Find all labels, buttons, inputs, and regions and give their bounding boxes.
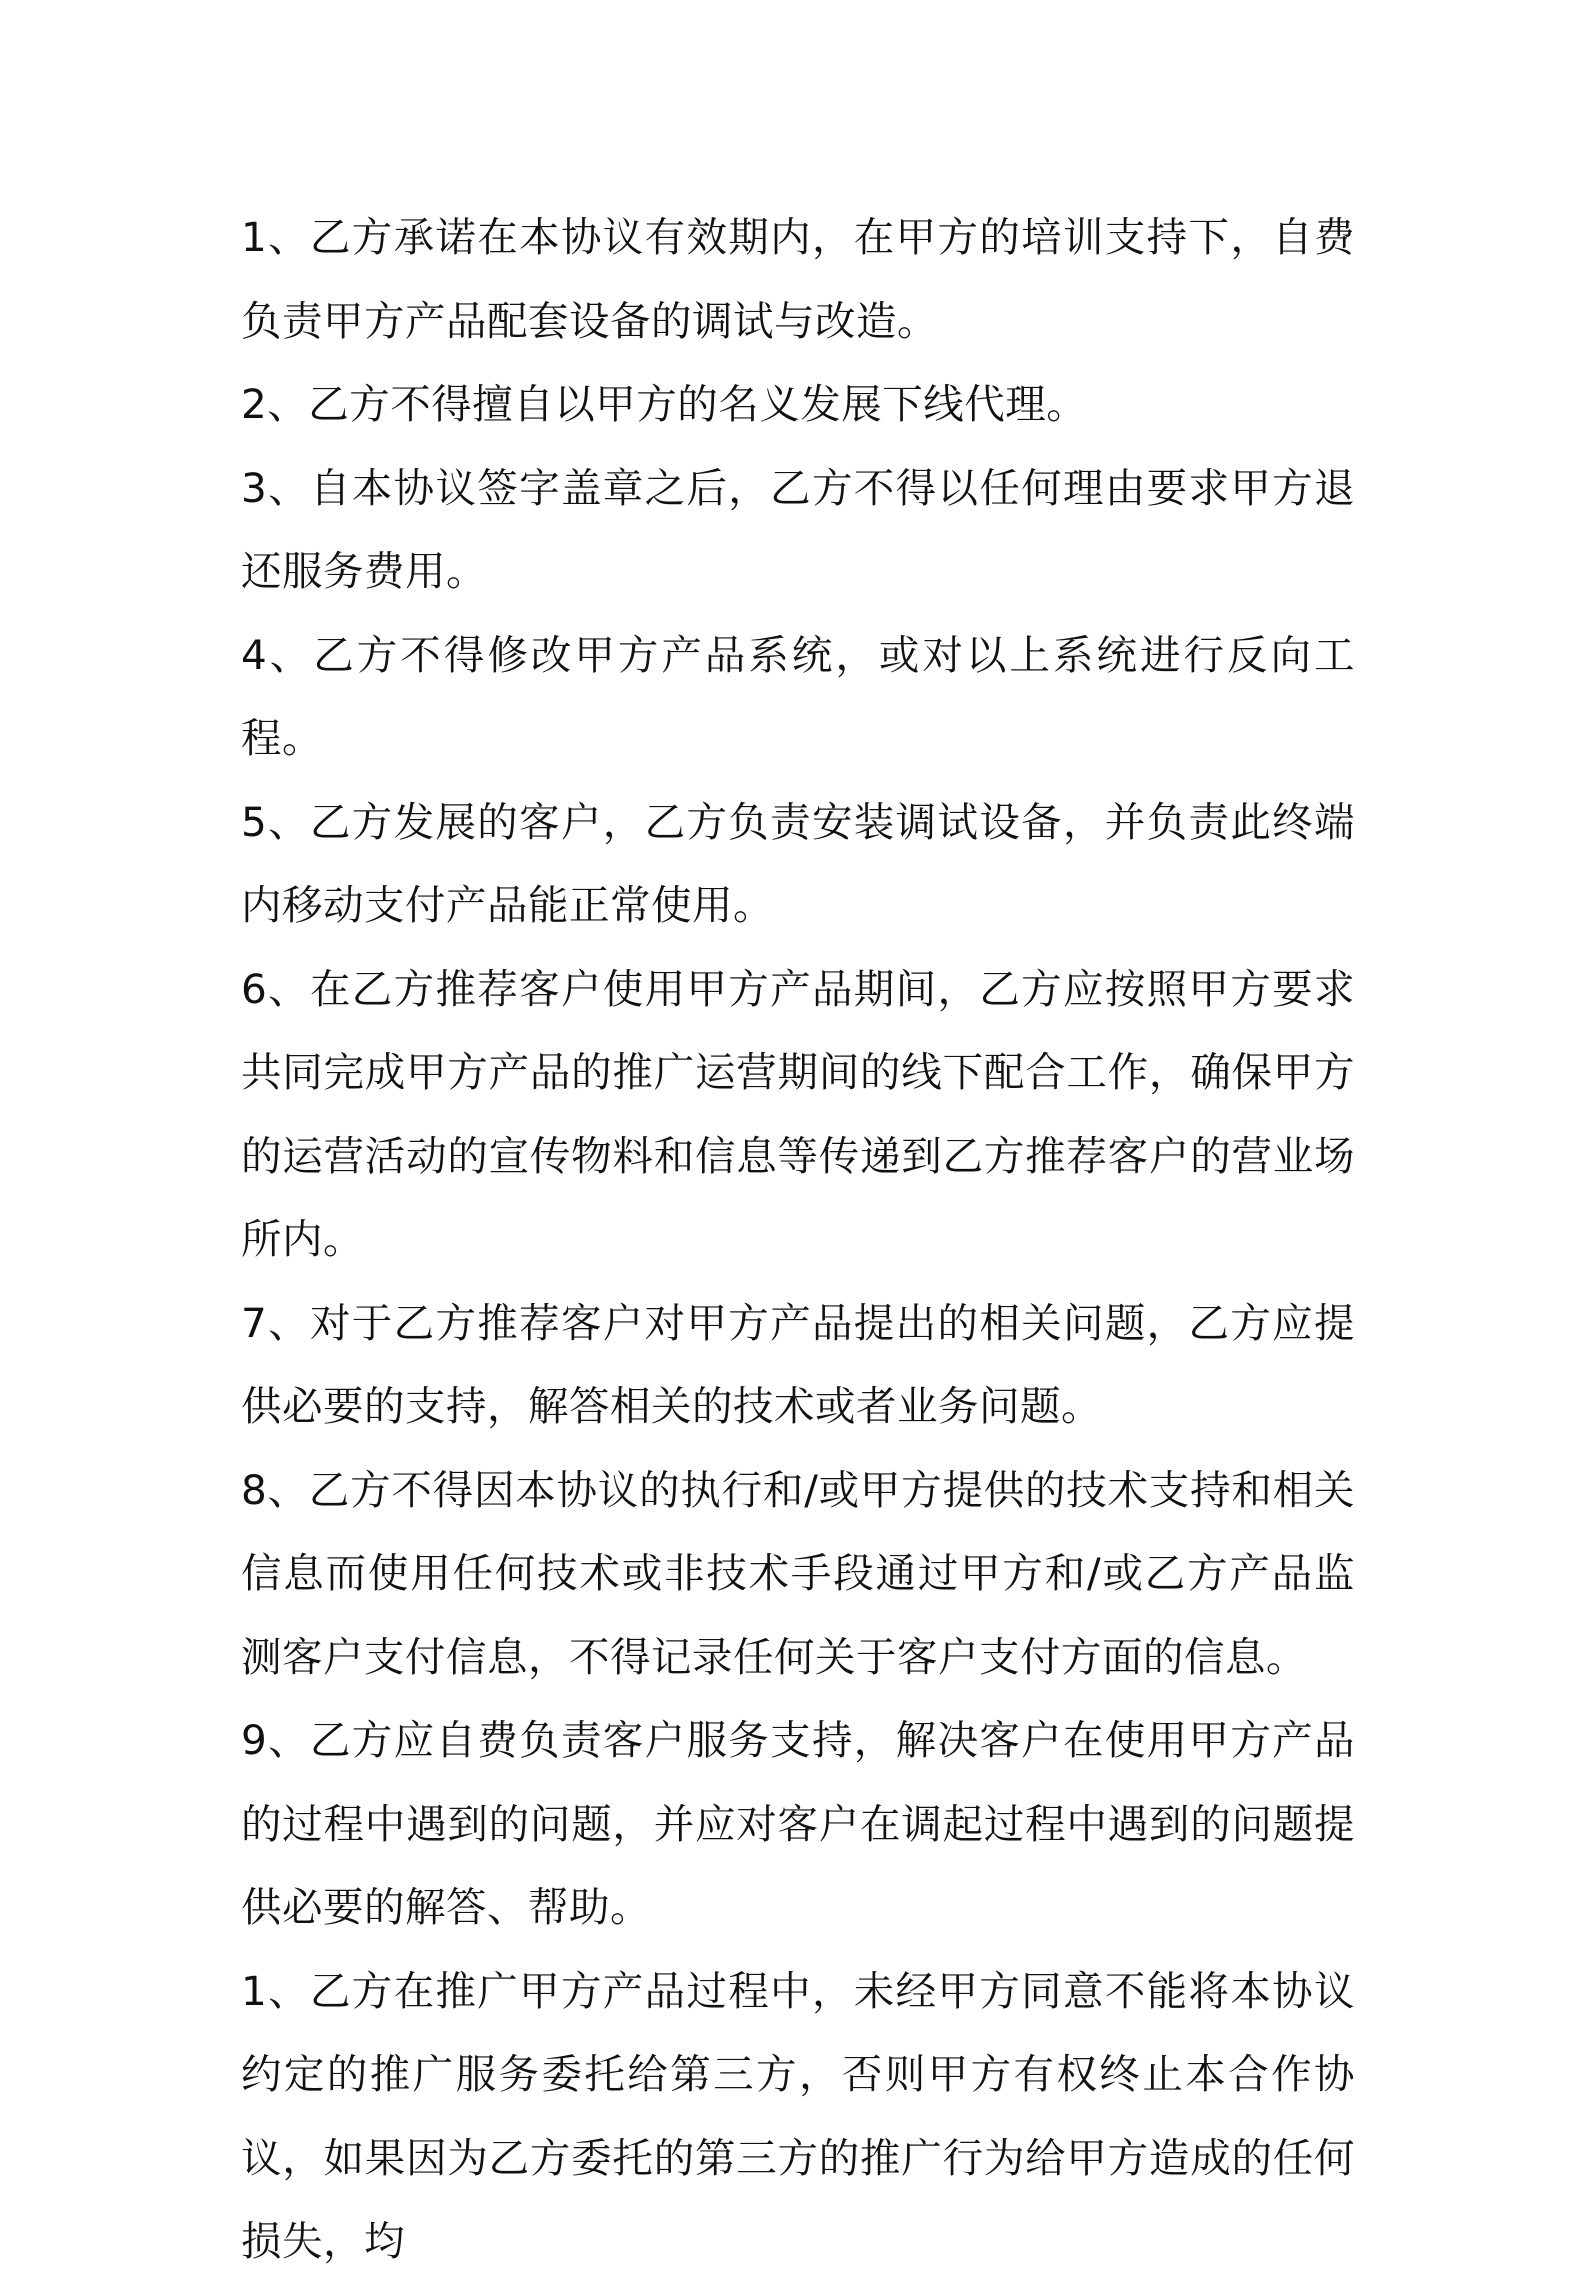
clause-3: 3、自本协议签字盖章之后，乙方不得以任何理由要求甲方退还服务费用。 (241, 463, 1355, 595)
clause-7: 7、对于乙方推荐客户对甲方产品提出的相关问题，乙方应提供必要的支持，解答相关的技术或者业务问题。 (241, 1298, 1355, 1430)
clause-9: 9、乙方应自费负责客户服务支持，解决客户在使用甲方产品的过程中遇到的问题，并应对客户在调起过程中遇到的问题提供必要的解答、帮助。 (241, 1716, 1355, 1931)
clause-1: 1、乙方承诺在本协议有效期内，在甲方的培训支持下，自费负责甲方产品配套设备的调试与改造。 (241, 213, 1355, 345)
clause-8: 8、乙方不得因本协议的执行和/或甲方提供的技术支持和相关信息而使用任何技术或非技术手段通过甲方和/或乙方产品监测客户支付信息，不得记录任何关于客户支付方面的信息。 (241, 1465, 1355, 1681)
clause-4: 4、乙方不得修改甲方产品系统，或对以上系统进行反向工程。 (241, 630, 1355, 762)
clause-2: 2、乙方不得擅自以甲方的名义发展下线代理。 (241, 380, 1088, 428)
clause-5: 5、乙方发展的客户，乙方负责安装调试设备，并负责此终端内移动支付产品能正常使用。 (241, 797, 1355, 929)
clause-6: 6、在乙方推荐客户使用甲方产品期间，乙方应按照甲方要求共同完成甲方产品的推广运营期间的线下配合工作，确保甲方的运营活动的宣传物料和信息等传递到乙方推荐客户的营业场所内。 (241, 964, 1355, 1263)
document-body (241, 196, 1355, 2284)
clause-10: 1、乙方在推广甲方产品过程中，未经甲方同意不能将本协议约定的推广服务委托给第三方，否则甲方有权终止本合作协议，如果因为乙方委托的第三方的推广行为给甲方造成的任何损失，均 (241, 1966, 1355, 2265)
